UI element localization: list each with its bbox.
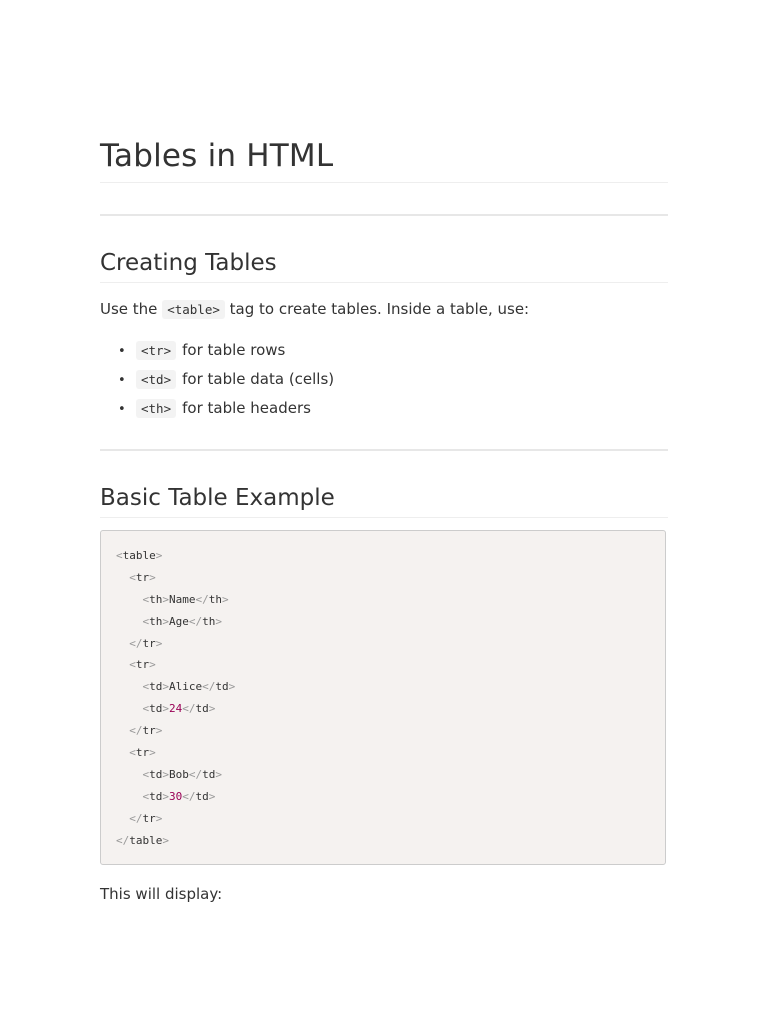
code-line: [116, 567, 665, 589]
code-tag-name: td: [215, 680, 229, 694]
code-line: [116, 808, 665, 830]
intro-paragraph: [100, 300, 529, 318]
code-line: [116, 545, 665, 567]
code-punctuation: >: [162, 833, 169, 847]
code-punctuation: >: [149, 658, 156, 672]
code-tag-name: td: [149, 702, 163, 716]
code-punctuation: >: [228, 680, 236, 694]
code-punctuation: >: [155, 549, 163, 562]
code-punctuation: <: [142, 680, 150, 694]
code-indent: [116, 615, 143, 628]
code-punctuation: </: [129, 636, 143, 650]
code-punctuation: <: [129, 570, 136, 584]
code-punctuation: >: [162, 592, 169, 606]
footer-paragraph: This will display:: [100, 885, 223, 903]
code-punctuation: >: [155, 636, 163, 650]
code-punctuation: <: [129, 658, 136, 672]
code-indent: [116, 812, 129, 825]
code-punctuation: <: [142, 702, 150, 716]
code-text: Name: [169, 592, 196, 606]
code-line: [116, 764, 665, 786]
code-punctuation: </: [129, 811, 143, 825]
code-punctuation: >: [149, 746, 156, 760]
code-punctuation: <: [116, 549, 123, 562]
code-text: Alice: [169, 680, 203, 694]
code-tag-name: table: [129, 833, 163, 847]
code-line: [116, 720, 665, 742]
code-punctuation: </: [188, 767, 203, 781]
list-item-text: for table rows: [182, 341, 286, 359]
code-tag-name: tr: [142, 636, 156, 650]
code-punctuation: >: [215, 614, 222, 628]
code-punctuation: </: [202, 680, 216, 694]
code-indent: [116, 746, 129, 759]
inline-code-table: <table>: [162, 300, 225, 319]
code-punctuation: </: [188, 614, 203, 628]
code-tag-name: tr: [142, 724, 156, 738]
code-line: [116, 786, 665, 808]
list-item: [118, 367, 334, 396]
code-line: [116, 633, 665, 655]
intro-text-after: tag to create tables. Inside a table, use:: [229, 300, 530, 318]
code-line: [116, 742, 665, 764]
code-indent: [116, 680, 143, 693]
code-line: [116, 654, 665, 676]
code-indent: [116, 702, 143, 715]
code-tag-name: th: [208, 592, 222, 606]
list-item: [118, 338, 334, 367]
code-punctuation: </: [182, 702, 196, 716]
code-indent: [116, 768, 143, 781]
section-divider: [100, 449, 668, 451]
code-tag-name: td: [195, 789, 209, 803]
code-tag-name: tr: [135, 746, 150, 760]
code-indent: [116, 593, 143, 606]
bullet-icon: •: [118, 373, 126, 388]
code-tag-name: th: [202, 614, 216, 628]
code-punctuation: <: [142, 614, 150, 628]
code-line: [116, 676, 665, 698]
page-title: Tables in HTML: [100, 138, 668, 183]
code-punctuation: >: [162, 789, 169, 803]
list-item-text: for table headers: [182, 399, 311, 417]
code-line: [116, 830, 665, 852]
code-line: [116, 698, 665, 720]
bullet-icon: •: [118, 344, 126, 359]
code-line: [116, 589, 665, 611]
code-punctuation: >: [155, 724, 163, 738]
code-number: 24: [169, 702, 183, 716]
inline-code: <tr>: [136, 341, 176, 360]
code-text: Age: [169, 614, 189, 628]
code-punctuation: </: [195, 592, 209, 606]
tag-list: [118, 338, 334, 425]
code-text: Bob: [169, 767, 189, 781]
code-tag-name: tr: [135, 658, 150, 672]
code-line: [116, 611, 665, 633]
code-indent: [116, 658, 129, 671]
code-punctuation: >: [155, 811, 163, 825]
code-punctuation: <: [142, 592, 150, 606]
code-punctuation: </: [182, 789, 196, 803]
code-punctuation: >: [149, 570, 156, 584]
list-item-text: for table data (cells): [182, 370, 335, 388]
code-tag-name: td: [202, 767, 216, 781]
code-tag-name: th: [149, 592, 163, 606]
code-punctuation: >: [222, 592, 229, 606]
code-punctuation: <: [142, 789, 150, 803]
code-punctuation: >: [208, 702, 216, 716]
bullet-icon: •: [118, 402, 126, 417]
section-divider: [100, 214, 668, 216]
code-tag-name: th: [149, 614, 163, 628]
inline-code: <th>: [136, 399, 176, 418]
list-item: [118, 396, 334, 425]
code-tag-name: tr: [135, 570, 150, 584]
code-punctuation: >: [162, 702, 169, 716]
code-punctuation: >: [215, 767, 222, 781]
code-tag-name: td: [195, 702, 209, 716]
code-punctuation: <: [142, 767, 150, 781]
code-indent: [116, 571, 129, 584]
code-tag-name: td: [149, 789, 163, 803]
code-punctuation: >: [162, 614, 169, 628]
intro-text-before: Use the: [100, 300, 158, 318]
code-tag-name: td: [149, 767, 163, 781]
section-heading-creating-tables: Creating Tables: [100, 250, 668, 283]
code-punctuation: </: [129, 724, 143, 738]
code-tag-name: table: [122, 549, 156, 562]
code-indent: [116, 637, 129, 650]
section-heading-basic-table-example: Basic Table Example: [100, 485, 668, 518]
code-punctuation: </: [116, 833, 130, 847]
code-tag-name: tr: [142, 811, 156, 825]
code-punctuation: >: [162, 680, 169, 694]
code-punctuation: <: [129, 746, 136, 760]
code-number: 30: [169, 789, 183, 803]
code-tag-name: td: [149, 680, 163, 694]
code-indent: [116, 790, 143, 803]
inline-code: <td>: [136, 370, 176, 389]
code-punctuation: >: [162, 767, 169, 781]
code-indent: [116, 724, 129, 737]
code-punctuation: >: [208, 789, 216, 803]
code-block: [100, 530, 666, 865]
